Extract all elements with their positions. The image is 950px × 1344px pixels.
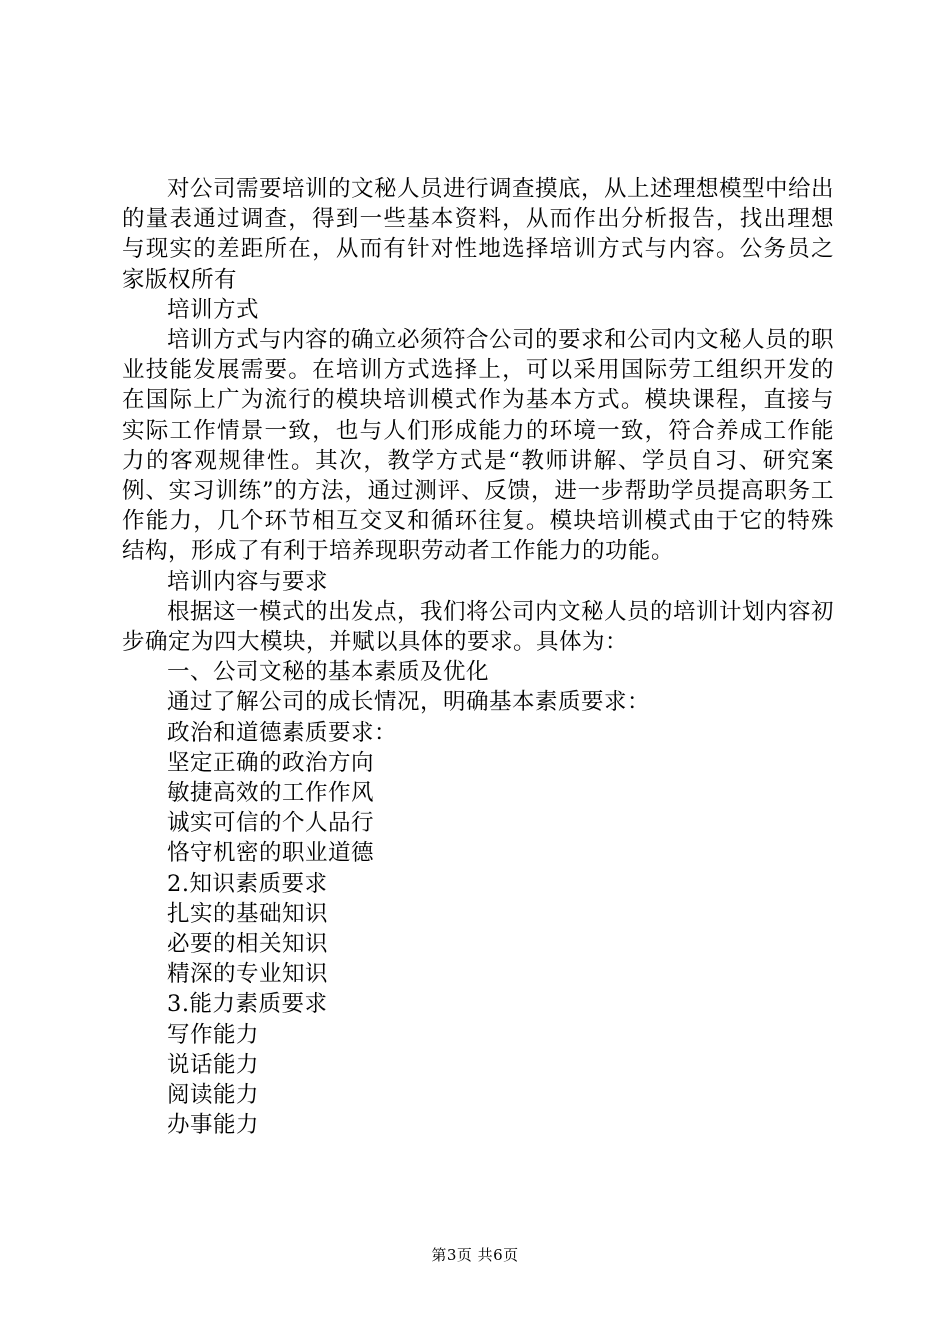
paragraph-training-method: 培训方式与内容的确立必须符合公司的要求和公司内文秘人员的职业技能发展需要。在培训方式选择上，可以采用国际劳工组织开发的在国际上广为流行的模块培训模式作为基本方式。模块课程，直接与实际工作情景一致，也与人们形成能力的环境一致，符合养成工作能力的客观规律性。其次，教学方式是“教师讲解、学员自习、研究案例、实习训练”的方法，通过测评、反馈，进一步帮助学员提高职务工作能力，几个环节相互交叉和循环往复。模块培训模式由于它的特殊结构，形成了有利于培养现职劳动者工作能力的功能。: [122, 327, 835, 565]
list-line: 坚定正确的政治方向: [167, 749, 375, 776]
list-line: 恪守机密的职业道德: [167, 840, 375, 867]
list-line: 办事能力: [167, 1112, 260, 1139]
list-line: 精深的专业知识: [167, 961, 329, 988]
document-body: [122, 174, 834, 1141]
list-line: 3.能力素质要求: [167, 991, 328, 1018]
list-line: 写作能力: [167, 1021, 260, 1048]
list-line: 政治和道德素质要求：: [167, 719, 398, 746]
list-line: 必要的相关知识: [167, 931, 329, 958]
list-line: 诚实可信的个人品行: [167, 810, 375, 837]
list-line: 说话能力: [167, 1051, 260, 1078]
list-line: 阅读能力: [167, 1082, 260, 1109]
list-line: 敏捷高效的工作作风: [167, 780, 375, 807]
list-line: 扎实的基础知识: [167, 900, 329, 927]
list-line: 通过了解公司的成长情况，明确基本素质要求：: [167, 689, 651, 716]
heading-training-method: 培训方式: [167, 296, 260, 323]
list-line: 一、公司文秘的基本素质及优化: [167, 659, 490, 686]
page-number-footer: 第3页 共6页: [431, 1246, 519, 1264]
list-line: 2.知识素质要求: [167, 870, 328, 897]
paragraph-training-content: 根据这一模式的出发点，我们将公司内文秘人员的培训计划内容初步确定为四大模块，并赋以具体的要求。具体为：: [122, 598, 835, 656]
paragraph-survey: 对公司需要培训的文秘人员进行调查摸底，从上述理想模型中给出的量表通过调查，得到一些基本资料，从而作出分析报告，找出理想与现实的差距所在，从而有针对性地选择培训方式与内容。公务员之家版权所有: [122, 176, 835, 293]
heading-training-content: 培训内容与要求: [167, 568, 329, 595]
